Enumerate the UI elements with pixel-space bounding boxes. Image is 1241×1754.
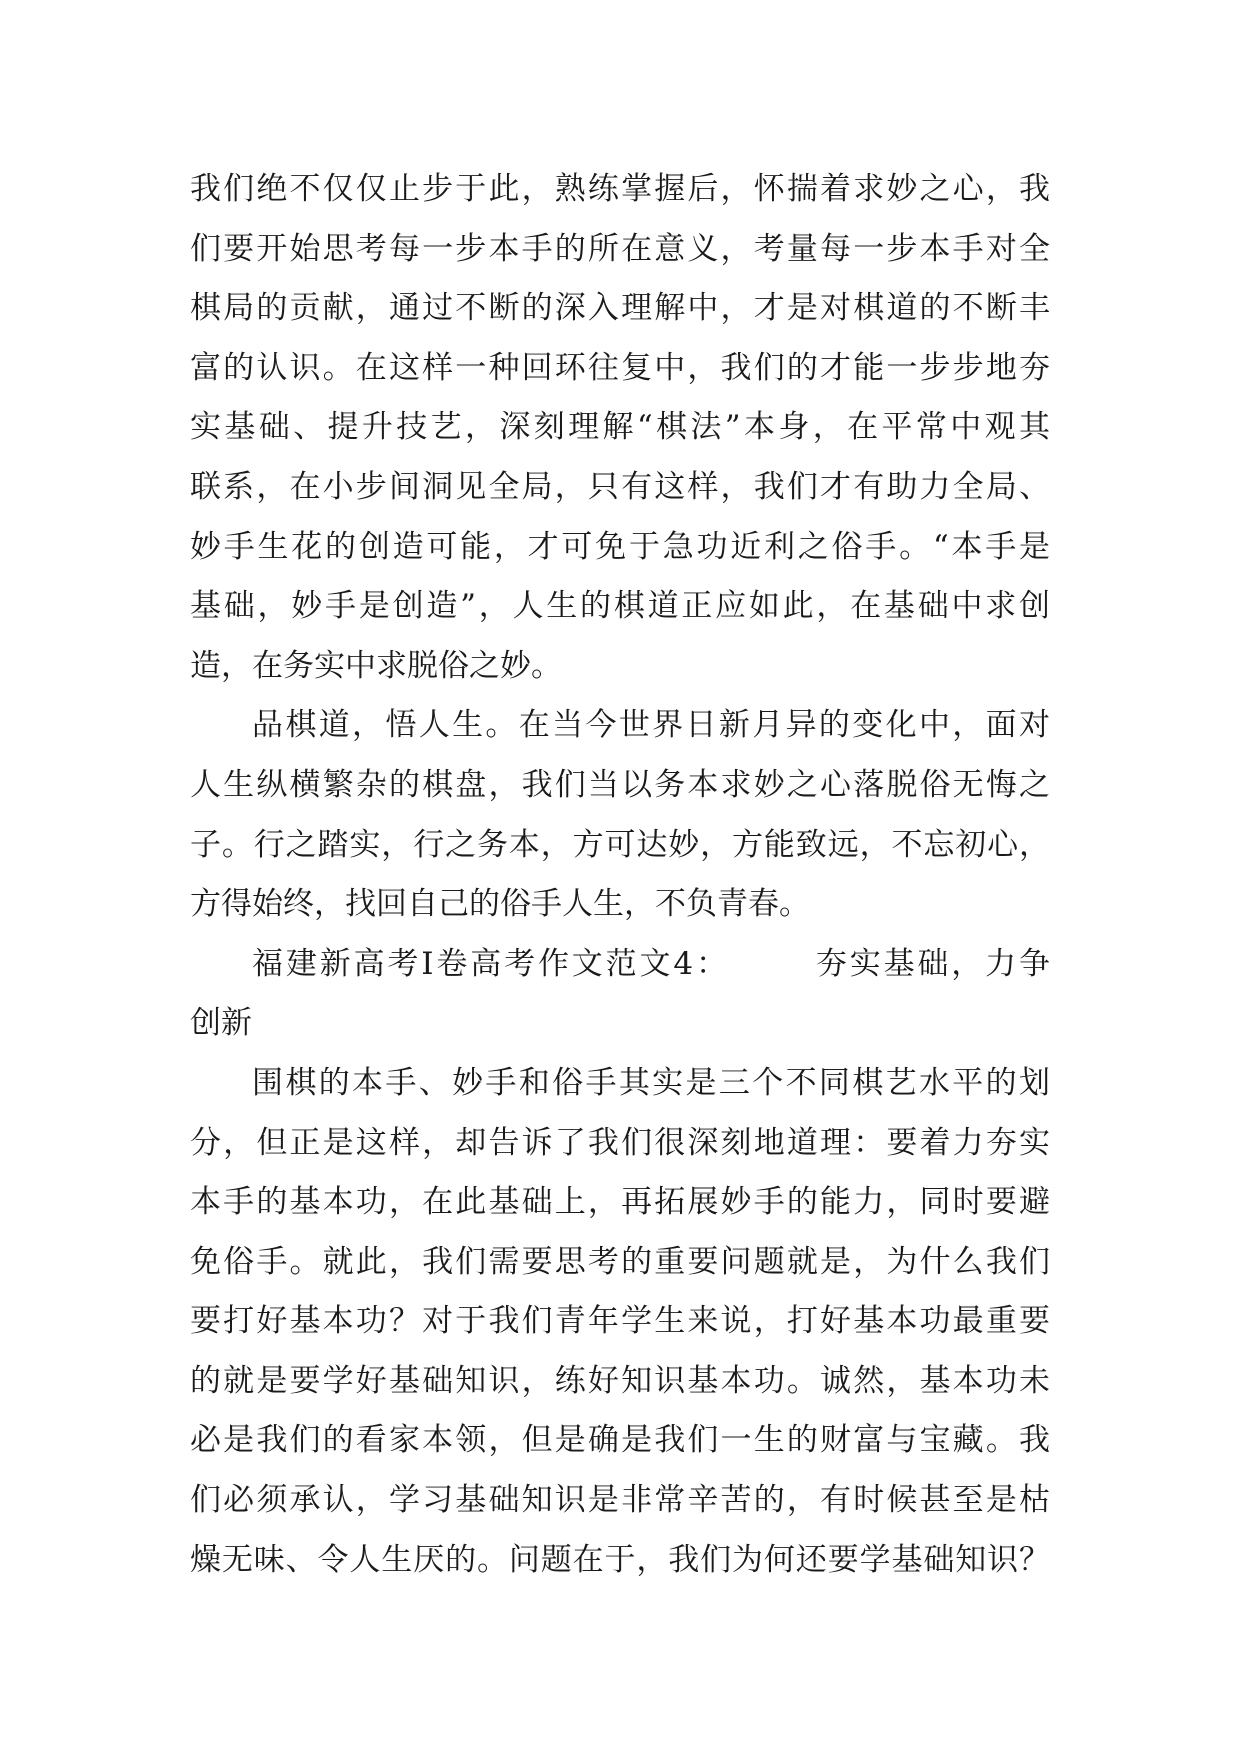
text-line: 的就是要学好基础知识，练好知识基本功。诚然，基本功未 [190,1362,1050,1399]
text-line: 富的认识。在这样一种回环往复中，我们的才能一步步地夯 [190,349,1050,386]
text-line: 创新 [190,1005,252,1042]
text-line: 们必须承认，学习基础知识是非常辛苦的，有时候甚至是枯 [190,1482,1050,1519]
text-line: 品棋道，悟人生。在当今世界日新月异的变化中，面对 [252,707,1050,744]
text-line: 本手的基本功，在此基础上，再拓展妙手的能力，同时要避 [190,1184,1050,1221]
text-line: 必是我们的看家本领，但是确是我们一生的财富与宝藏。我 [190,1422,1050,1459]
text-line: 们要开始思考每一步本手的所在意义，考量每一步本手对全 [190,230,1050,267]
essay-text [190,160,1050,1590]
text-line: 联系，在小步间洞见全局，只有这样，我们才有助力全局、 [190,468,1050,505]
text-line: 造，在务实中求脱俗之妙。 [190,647,562,684]
text-line: 子。行之踏实，行之务本，方可达妙，方能致远，不忘初心， [190,826,1050,863]
text-line: 要打好基本功？对于我们青年学生来说，打好基本功最重要 [190,1303,1050,1340]
text-line: 棋局的贡献，通过不断的深入理解中，才是对棋道的不断丰 [190,290,1050,327]
text-line: 燥无味、令人生厌的。问题在于，我们为何还要学基础知识？ [190,1541,1050,1578]
text-line: 福建新高考Ⅰ卷高考作文范文4： 夯实基础，力争 [252,945,1050,982]
text-line: 免俗手。就此，我们需要思考的重要问题就是，为什么我们 [190,1243,1050,1280]
text-line: 我们绝不仅仅止步于此，熟练掌握后，怀揣着求妙之心，我 [190,171,1050,207]
text-line: 分，但正是这样，却告诉了我们很深刻地道理：要着力夯实 [190,1124,1050,1161]
text-line: 方得始终，找回自己的俗手人生，不负青春。 [190,886,810,923]
text-line: 妙手生花的创造可能，才可免于急功近利之俗手。“本手是 [190,528,1050,565]
text-line: 基础，妙手是创造”，人生的棋道正应如此，在基础中求创 [190,588,1050,625]
text-line: 人生纵横繁杂的棋盘，我们当以务本求妙之心落脱俗无悔之 [190,766,1050,803]
text-line: 实基础、提升技艺，深刻理解“棋法”本身，在平常中观其 [190,409,1050,446]
text-line: 围棋的本手、妙手和俗手其实是三个不同棋艺水平的划 [252,1064,1050,1101]
